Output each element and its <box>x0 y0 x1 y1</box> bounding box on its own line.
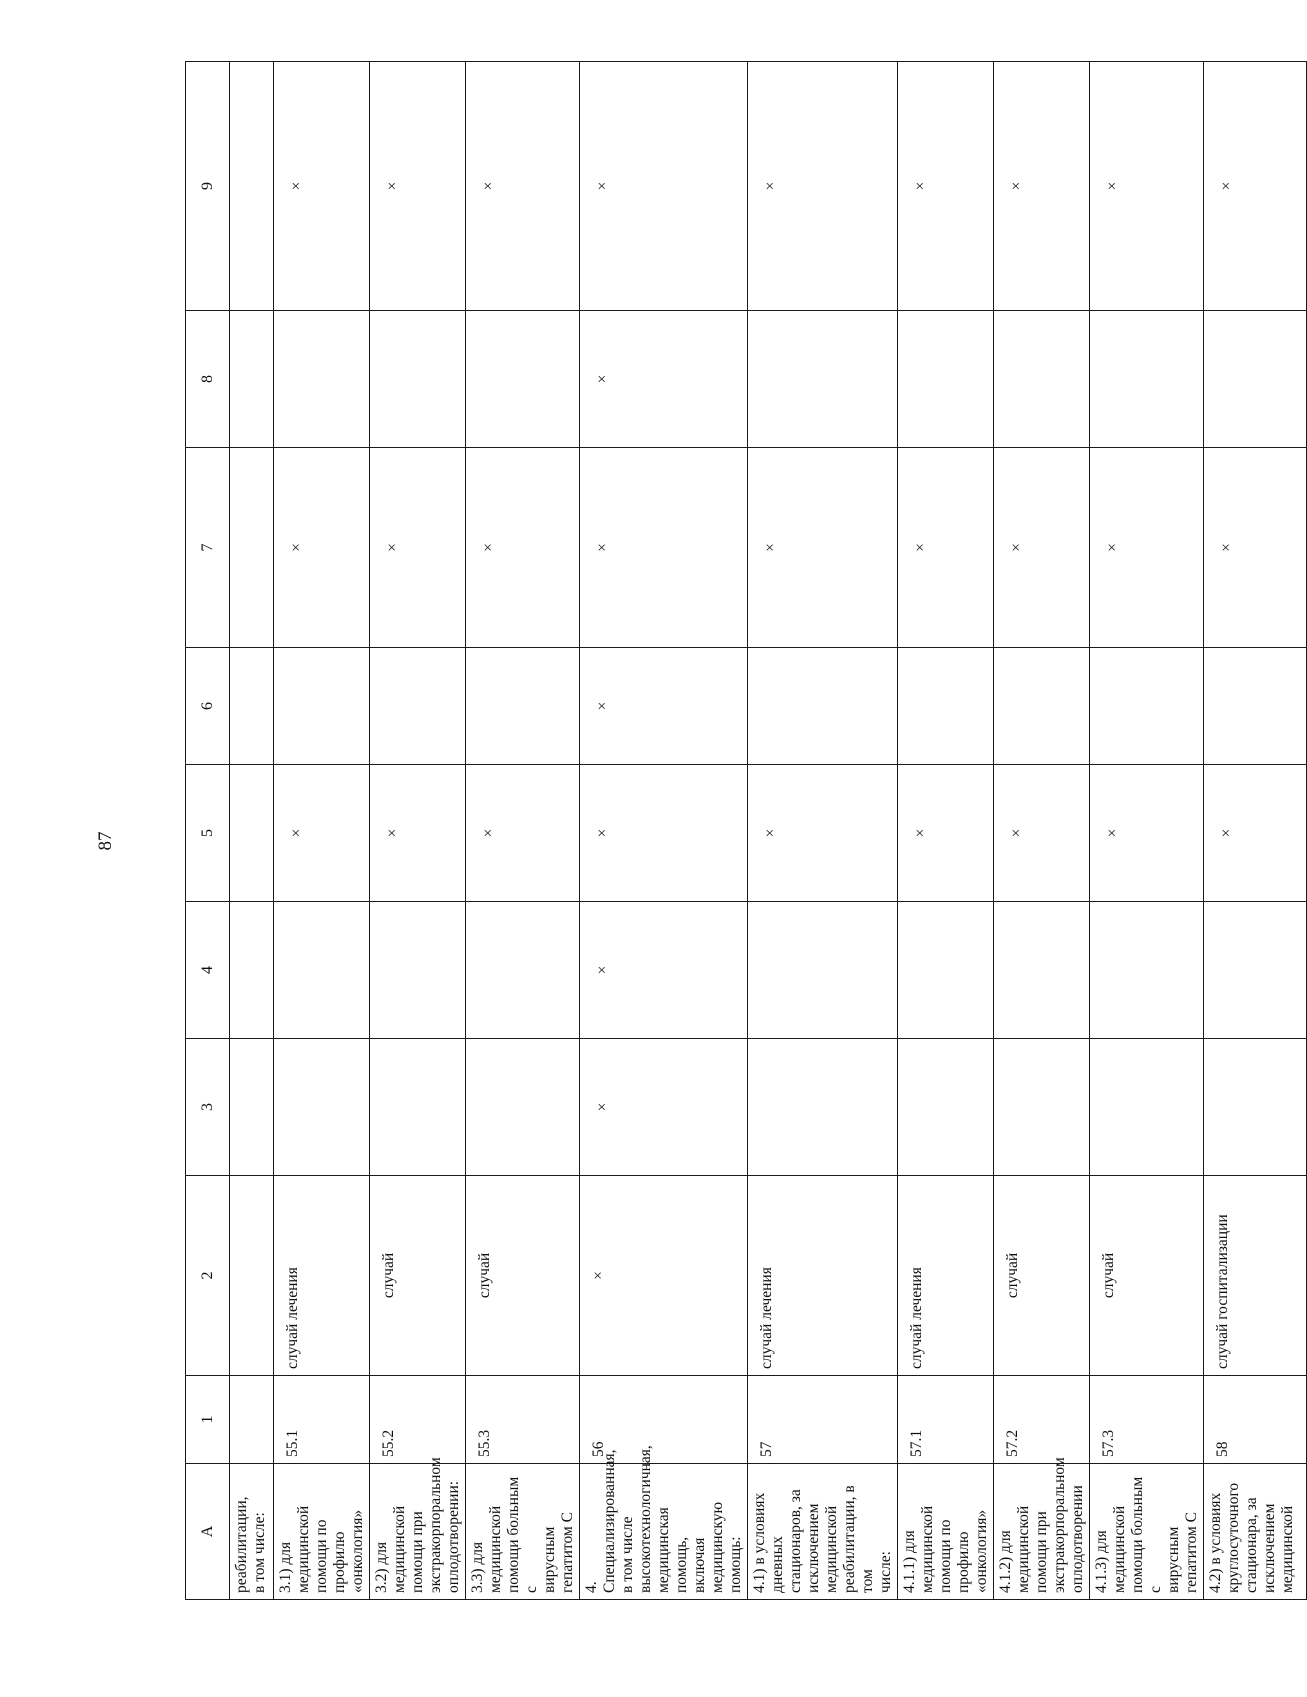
description-line: «онкология» <box>349 1509 366 1593</box>
cell-col-8 <box>370 311 466 448</box>
row-description <box>370 1457 466 1600</box>
description-line: 4. Специализированная, <box>583 1449 618 1593</box>
description-line: медицинской <box>823 1505 840 1593</box>
description-line: помощь: <box>727 1536 744 1593</box>
cell-col-6 <box>274 648 370 765</box>
row-code: 58 <box>1204 1376 1307 1464</box>
cell-col-5: × <box>466 765 580 902</box>
cell-col-5 <box>230 765 274 902</box>
cell-col-5: × <box>994 765 1090 902</box>
description-line: 3.2) для медицинской <box>373 1505 408 1593</box>
row-description <box>898 1464 994 1600</box>
cell-col-5: × <box>898 765 994 902</box>
table-row <box>230 62 274 1600</box>
row-code: 57.2 <box>994 1376 1090 1464</box>
row-unit: случай госпитализации <box>1204 1176 1307 1376</box>
description-line: медицинская помощь, <box>655 1507 690 1593</box>
row-description <box>1090 1464 1204 1600</box>
description-line: 3.3) для медицинской <box>469 1505 504 1593</box>
table-row <box>748 62 898 1600</box>
header-row <box>186 62 230 1600</box>
cell-col-3 <box>1090 1039 1204 1176</box>
description-line: медицинской <box>1279 1505 1296 1593</box>
column-header: A <box>186 1464 230 1600</box>
table-body <box>186 62 1307 1600</box>
description-line: 3.1) для медицинской <box>277 1505 312 1593</box>
cell-col-9: × <box>1204 62 1307 311</box>
cell-col-8 <box>466 311 580 448</box>
cell-col-6 <box>748 648 898 765</box>
cell-col-4: × <box>580 902 748 1039</box>
page-number: 87 <box>95 831 116 851</box>
row-code: 57 <box>748 1376 898 1464</box>
description-line: включая медицинскую <box>691 1501 726 1593</box>
cell-col-6 <box>994 648 1090 765</box>
row-unit: случай <box>370 1176 466 1376</box>
cell-col-7: × <box>1204 448 1307 648</box>
cell-col-3 <box>274 1039 370 1176</box>
description-line: 4.1.2) для медицинской <box>997 1505 1032 1593</box>
description-line: экстракорпоральном <box>1051 1457 1068 1593</box>
column-header: 7 <box>186 448 230 648</box>
cell-col-4 <box>748 902 898 1039</box>
cell-col-3 <box>230 1039 274 1176</box>
row-description <box>1204 1464 1307 1600</box>
description-line: высокотехнологичная, <box>637 1445 654 1593</box>
table-row <box>1204 62 1307 1600</box>
cell-col-5: × <box>580 765 748 902</box>
cell-col-8 <box>230 311 274 448</box>
column-header: 8 <box>186 311 230 448</box>
row-unit: случай <box>1090 1176 1204 1376</box>
description-line: в том числе <box>619 1516 636 1593</box>
description-line: помощи больным с <box>1129 1476 1164 1593</box>
row-description <box>994 1457 1090 1600</box>
cell-col-7: × <box>466 448 580 648</box>
row-unit: случай <box>994 1176 1090 1376</box>
data-table <box>185 61 1307 1600</box>
description-line: помощи при <box>1033 1511 1050 1593</box>
cell-col-4 <box>898 902 994 1039</box>
cell-col-8 <box>1090 311 1204 448</box>
table-row <box>898 62 994 1600</box>
cell-col-8 <box>274 311 370 448</box>
cell-col-8 <box>1204 311 1307 448</box>
row-description <box>274 1464 370 1600</box>
column-header: 1 <box>186 1376 230 1464</box>
cell-col-9: × <box>580 62 748 311</box>
cell-col-6 <box>370 648 466 765</box>
description-line: 4.1) в условиях дневных <box>751 1492 786 1593</box>
cell-col-7: × <box>580 448 748 648</box>
cell-col-4 <box>466 902 580 1039</box>
description-line: числе: <box>877 1551 894 1593</box>
cell-col-6 <box>230 648 274 765</box>
description-line: «онкология» <box>973 1509 990 1593</box>
row-unit: случай <box>466 1176 580 1376</box>
cell-col-5: × <box>370 765 466 902</box>
row-unit <box>230 1176 274 1376</box>
description-line: стационара, за <box>1243 1497 1260 1593</box>
table-row <box>466 62 580 1600</box>
rotated-table-container <box>185 62 1296 1600</box>
cell-col-9 <box>230 62 274 311</box>
cell-col-5: × <box>274 765 370 902</box>
description-line: 4.1.1) для медицинской <box>901 1505 936 1593</box>
cell-col-9: × <box>898 62 994 311</box>
cell-col-4 <box>274 902 370 1039</box>
cell-col-8 <box>748 311 898 448</box>
description-line: круглосуточного <box>1225 1482 1242 1593</box>
column-header: 3 <box>186 1039 230 1176</box>
column-header: 4 <box>186 902 230 1039</box>
cell-col-6 <box>466 648 580 765</box>
description-line: в том числе: <box>251 1512 268 1593</box>
column-header: 5 <box>186 765 230 902</box>
table-row <box>370 62 466 1600</box>
row-code: 55.1 <box>274 1376 370 1464</box>
description-line: помощи по профилю <box>313 1519 348 1593</box>
cell-col-4 <box>1090 902 1204 1039</box>
description-line: исключением <box>1261 1503 1278 1593</box>
cell-col-6 <box>1090 648 1204 765</box>
description-line: реабилитации, в том <box>841 1485 876 1593</box>
cell-col-4 <box>230 902 274 1039</box>
table-row <box>580 62 748 1600</box>
cell-col-9: × <box>370 62 466 311</box>
table-row <box>274 62 370 1600</box>
cell-col-4 <box>370 902 466 1039</box>
cell-col-5: × <box>748 765 898 902</box>
description-line: стационаров, за <box>787 1489 804 1593</box>
cell-col-3 <box>466 1039 580 1176</box>
row-code: 57.1 <box>898 1376 994 1464</box>
column-header: 6 <box>186 648 230 765</box>
cell-col-3 <box>898 1039 994 1176</box>
description-line: реабилитации, <box>233 1496 250 1593</box>
table-region <box>185 62 1296 1600</box>
row-description <box>748 1464 898 1600</box>
cell-col-7: × <box>1090 448 1204 648</box>
description-line: помощи по профилю <box>937 1519 972 1593</box>
cell-col-9: × <box>274 62 370 311</box>
cell-col-7: × <box>898 448 994 648</box>
cell-col-9: × <box>1090 62 1204 311</box>
cell-col-4 <box>1204 902 1307 1039</box>
cell-col-7: × <box>274 448 370 648</box>
row-code <box>230 1376 274 1464</box>
cell-col-3 <box>1204 1039 1307 1176</box>
cell-col-7: × <box>748 448 898 648</box>
description-line: вирусным гепатитом С <box>541 1512 576 1593</box>
description-line: 4.2) в условиях <box>1207 1492 1224 1593</box>
cell-col-9: × <box>466 62 580 311</box>
description-line: помощи больным с <box>505 1476 540 1593</box>
description-line: 4.1.3) для медицинской <box>1093 1505 1128 1593</box>
description-line: помощи при <box>409 1511 426 1593</box>
cell-col-6 <box>1204 648 1307 765</box>
cell-col-7 <box>230 448 274 648</box>
row-code: 56 <box>580 1376 748 1464</box>
row-unit: × <box>580 1176 748 1376</box>
column-header: 2 <box>186 1176 230 1376</box>
cell-col-3 <box>748 1039 898 1176</box>
description-line: экстракорпоральном <box>427 1457 444 1593</box>
cell-col-5: × <box>1204 765 1307 902</box>
cell-col-3 <box>370 1039 466 1176</box>
cell-col-8: × <box>580 311 748 448</box>
cell-col-6: × <box>580 648 748 765</box>
row-description <box>466 1464 580 1600</box>
cell-col-7: × <box>370 448 466 648</box>
column-header: 9 <box>186 62 230 311</box>
row-code: 57.3 <box>1090 1376 1204 1464</box>
table-row <box>1090 62 1204 1600</box>
row-code: 55.2 <box>370 1376 466 1464</box>
row-code: 55.3 <box>466 1376 580 1464</box>
table-row <box>994 62 1090 1600</box>
description-line: исключением <box>805 1503 822 1593</box>
description-line: вирусным гепатитом С <box>1165 1512 1200 1593</box>
description-line: оплодотворении <box>1069 1485 1086 1593</box>
cell-col-3: × <box>580 1039 748 1176</box>
cell-col-3 <box>994 1039 1090 1176</box>
cell-col-9: × <box>748 62 898 311</box>
cell-col-7: × <box>994 448 1090 648</box>
row-unit: случай лечения <box>748 1176 898 1376</box>
cell-col-8 <box>898 311 994 448</box>
cell-col-6 <box>898 648 994 765</box>
cell-col-8 <box>994 311 1090 448</box>
row-unit: случай лечения <box>898 1176 994 1376</box>
cell-col-9: × <box>994 62 1090 311</box>
cell-col-5: × <box>1090 765 1204 902</box>
description-line: оплодотворении: <box>445 1480 462 1593</box>
row-description <box>230 1464 274 1600</box>
row-unit: случай лечения <box>274 1176 370 1376</box>
cell-col-4 <box>994 902 1090 1039</box>
